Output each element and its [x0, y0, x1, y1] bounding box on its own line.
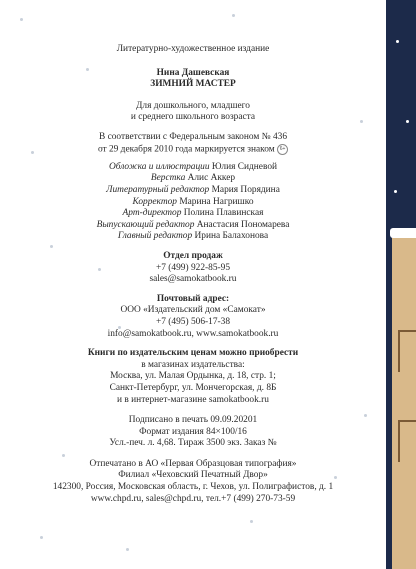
snowflake: [406, 120, 409, 123]
credit-line: Литературный редактор Мария Порядина: [106, 185, 280, 195]
postal-heading: Почтовый адрес:: [156, 293, 230, 304]
postal-line[interactable]: info@samokatbook.ru, www.samokatbook.ru: [107, 328, 279, 339]
window-frame: [398, 330, 416, 372]
audience-line: и среднего школьного возраста: [130, 112, 256, 123]
credit-line: Главный редактор Ирина Балахонова: [117, 231, 269, 242]
postal-line: +7 (495) 506-17-38: [155, 316, 231, 327]
shops-line: Москва, ул. Малая Ордынка, д. 18, стр. 1;: [110, 371, 276, 382]
snowflake: [396, 40, 399, 43]
printer-line[interactable]: www.chpd.ru, sales@chpd.ru, тел.+7 (499) 270-73-59: [90, 493, 296, 504]
credit-line: Верстка Алис Аккер: [150, 173, 236, 184]
house-illustration: [392, 236, 416, 569]
shops-line: в магазинах издательства:: [141, 359, 245, 370]
credit-line: Выпускающий редактор Анастасия Пономарева: [96, 219, 290, 230]
window-frame: [398, 420, 416, 462]
shops-line: и в интернет-магазине samokatbook.ru: [117, 394, 269, 405]
sales-heading: Отдел продаж: [163, 250, 223, 261]
print-line: Формат издания 84×100/16: [139, 426, 247, 437]
print-line: Усл.-печ. л. 4,68. Тираж 3500 экз. Заказ №: [109, 438, 277, 449]
sales-email[interactable]: sales@samokatbook.ru: [149, 274, 237, 285]
credits-list: [0, 162, 386, 243]
audience-line: Для дошкольного, младшего: [136, 100, 250, 111]
snowflake: [394, 190, 397, 193]
credit-line: Корректор Марина Нагришко: [132, 196, 254, 207]
shops-line: Санкт-Петербург, ул. Мончегорская, д. 8Б: [109, 382, 277, 393]
imprint-text: [0, 44, 386, 505]
law-line: В соответствии с Федеральным законом № 436: [98, 131, 288, 142]
snowflake: [40, 536, 43, 539]
book-title: ЗИМНИЙ МАСТЕР: [150, 79, 236, 90]
age-rating-icon: 6+: [277, 144, 288, 155]
winter-illustration-edge: [386, 0, 416, 569]
printer-line: Отпечатано в АО «Первая Образцовая типография»: [89, 458, 297, 469]
snow-roof: [390, 228, 416, 238]
snowflake: [126, 548, 129, 551]
sales-phone: +7 (499) 922-85-95: [155, 262, 231, 273]
snowflake: [250, 520, 253, 523]
law-line-text: от 29 декабря 2010 года маркируется знаком: [97, 144, 275, 155]
print-line: Подписано в печать 09.09.20201: [128, 415, 258, 426]
credit-line: Арт-директор Полина Плавинская: [122, 208, 264, 219]
author-name: Нина Дашевская: [156, 67, 230, 78]
snowflake: [20, 18, 23, 21]
credit-line: Обложка и иллюстрации Юлия Сидневой: [108, 161, 278, 172]
printer-line: 142300, Россия, Московская область, г. Чехов, ул. Полиграфистов, д. 1: [52, 482, 334, 493]
printer-line: Филиал «Чеховский Печатный Двор»: [118, 470, 268, 481]
shops-heading: Книги по издательским ценам можно приобрести: [87, 348, 299, 359]
snowflake: [232, 14, 235, 17]
law-line: [0, 144, 386, 156]
postal-line: ООО «Издательский дом «Самокат»: [120, 305, 266, 316]
edition-genre: Литературно-художественное издание: [116, 44, 270, 54]
